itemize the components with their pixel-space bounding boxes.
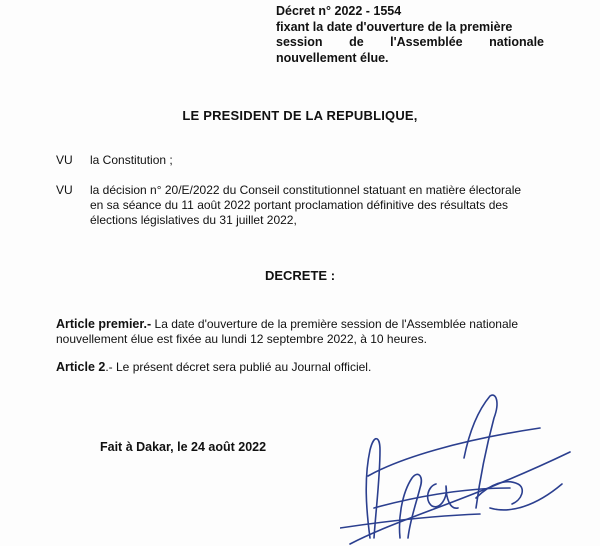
article-2 [56, 360, 546, 375]
vu-label: VU [56, 153, 73, 167]
signature-icon [340, 388, 600, 546]
subject-word-assemblee: l'Assemblée [390, 35, 463, 49]
decrete-title: DECRETE : [264, 268, 336, 283]
vu-text [90, 153, 543, 168]
vu-text [90, 183, 543, 228]
article-text: .- Le présent décret sera publié au Journal officiel. [105, 360, 372, 374]
vu-line: en sa séance du 11 août 2022 portant proclamation définitive des résultats des [90, 198, 509, 212]
article-line: nouvellement élue est fixée au lundi 12 septembre 2022, à 10 heures. [56, 332, 427, 346]
president-title: LE PRESIDENT DE LA REPUBLIQUE, [182, 108, 418, 123]
decree-number: Décret n° 2022 - 1554 [276, 4, 402, 18]
article-heading: Article 2 [56, 360, 106, 374]
article-text: La date d'ouverture de la première session de l'Assemblée nationale [151, 317, 518, 331]
decree-subject-line-1: fixant la date d'ouverture de la première [276, 19, 513, 34]
vu-line: élections législatives du 31 juillet 2022, [90, 213, 297, 227]
subject-word-de: de [349, 35, 364, 49]
subject-word-session: session [276, 35, 323, 49]
subject-word-nationale: nationale [489, 35, 544, 49]
vu-label: VU [56, 183, 73, 197]
article-line [56, 360, 546, 375]
article-heading: Article premier.- [56, 317, 152, 331]
article-line [56, 317, 546, 332]
place-and-date: Fait à Dakar, le 24 août 2022 [100, 440, 267, 454]
decree-header [276, 4, 544, 66]
decree-subject-line-3: nouvellement élue. [276, 50, 389, 65]
vu-line: la décision n° 20/E/2022 du Conseil constitutionnel statuant en matière électorale [90, 183, 522, 197]
vu-line: la Constitution ; [90, 153, 173, 167]
article-premier [56, 317, 546, 347]
decree-subject-line-2 [276, 35, 544, 51]
